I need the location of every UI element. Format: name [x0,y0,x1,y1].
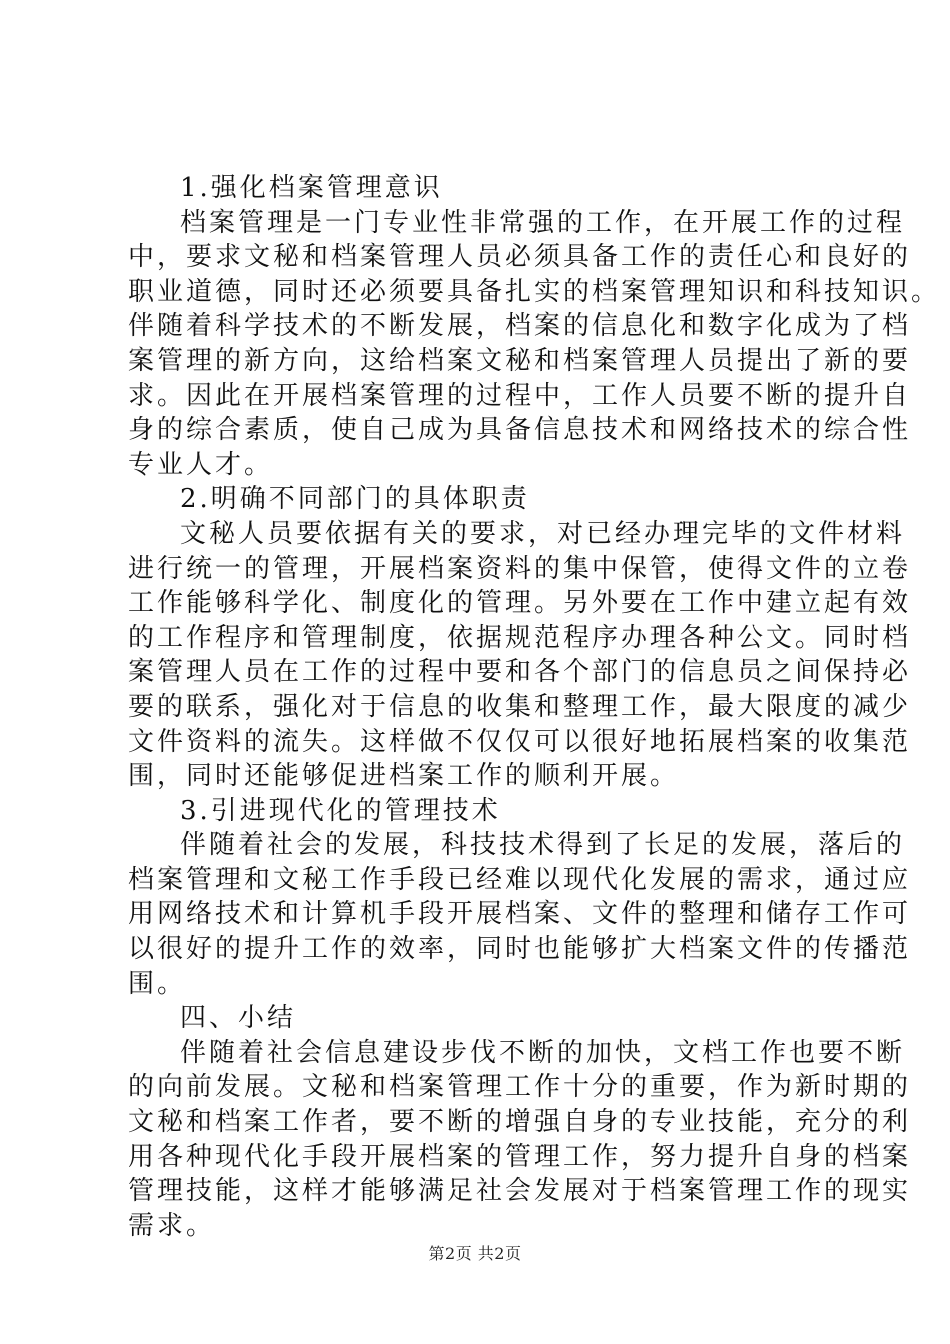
text-line: 的向前发展。文秘和档案管理工作十分的重要，作为新时期的 [128,1072,912,1103]
text-line: 档案管理和文秘工作手段已经难以现代化发展的需求，通过应 [128,864,912,895]
text-line: 文秘人员要依据有关的要求，对已经办理完毕的文件材料 [180,518,906,549]
text-line: 用网络技术和计算机手段开展档案、文件的整理和储存工作可 [128,899,912,930]
text-line: 进行统一的管理，开展档案资料的集中保管，使得文件的立卷 [128,553,912,584]
text-line: 的工作程序和管理制度，依据规范程序办理各种公文。同时档 [128,622,912,653]
text-line: 案管理的新方向，这给档案文秘和档案管理人员提出了新的要 [128,345,912,376]
text-line: 四、小结 [180,1003,297,1034]
text-line: 档案管理是一门专业性非常强的工作，在开展工作的过程 [180,207,906,238]
text-line: 专业人才。 [128,449,274,480]
text-line: 以很好的提升工作的效率，同时也能够扩大档案文件的传播范 [128,934,912,965]
text-line: 伴随着社会信息建设步伐不断的加快，文档工作也要不断 [180,1037,906,1068]
text-line: 身的综合素质，使自己成为具备信息技术和网络技术的综合性 [128,415,912,446]
text-line: 管理技能，这样才能够满足社会发展对于档案管理工作的现实 [128,1176,912,1207]
page-number-footer: 第2页 共2页 [428,1244,522,1263]
text-line: 3.引进现代化的管理技术 [180,795,501,826]
text-line: 求。因此在开展档案管理的过程中，工作人员要不断的提升自 [128,380,912,411]
text-line: 2.明确不同部门的具体职责 [180,484,530,515]
text-line: 用各种现代化手段开展档案的管理工作，努力提升自身的档案 [128,1141,912,1172]
text-line: 职业道德，同时还必须要具备扎实的档案管理知识和科技知识。 [128,276,941,307]
text-line: 文秘和档案工作者，要不断的增强自身的专业技能，充分的利 [128,1107,912,1138]
text-line: 围，同时还能够促进档案工作的顺利开展。 [128,761,680,792]
text-line: 中，要求文秘和档案管理人员必须具备工作的责任心和良好的 [128,242,912,273]
text-line: 需求。 [128,1210,216,1241]
text-line: 要的联系，强化对于信息的收集和整理工作，最大限度的减少 [128,691,912,722]
text-line: 伴随着社会的发展，科技技术得到了长足的发展，落后的 [180,830,906,861]
text-line: 伴随着科学技术的不断发展，档案的信息化和数字化成为了档 [128,311,912,342]
text-line: 围。 [128,968,187,999]
document-body [128,171,941,1243]
text-line: 文件资料的流失。这样做不仅仅可以很好地拓展档案的收集范 [128,726,912,757]
text-line: 案管理人员在工作的过程中要和各个部门的信息员之间保持必 [128,657,912,688]
text-line: 工作能够科学化、制度化的管理。另外要在工作中建立起有效 [128,588,912,619]
text-line: 1.强化档案管理意识 [180,173,443,203]
